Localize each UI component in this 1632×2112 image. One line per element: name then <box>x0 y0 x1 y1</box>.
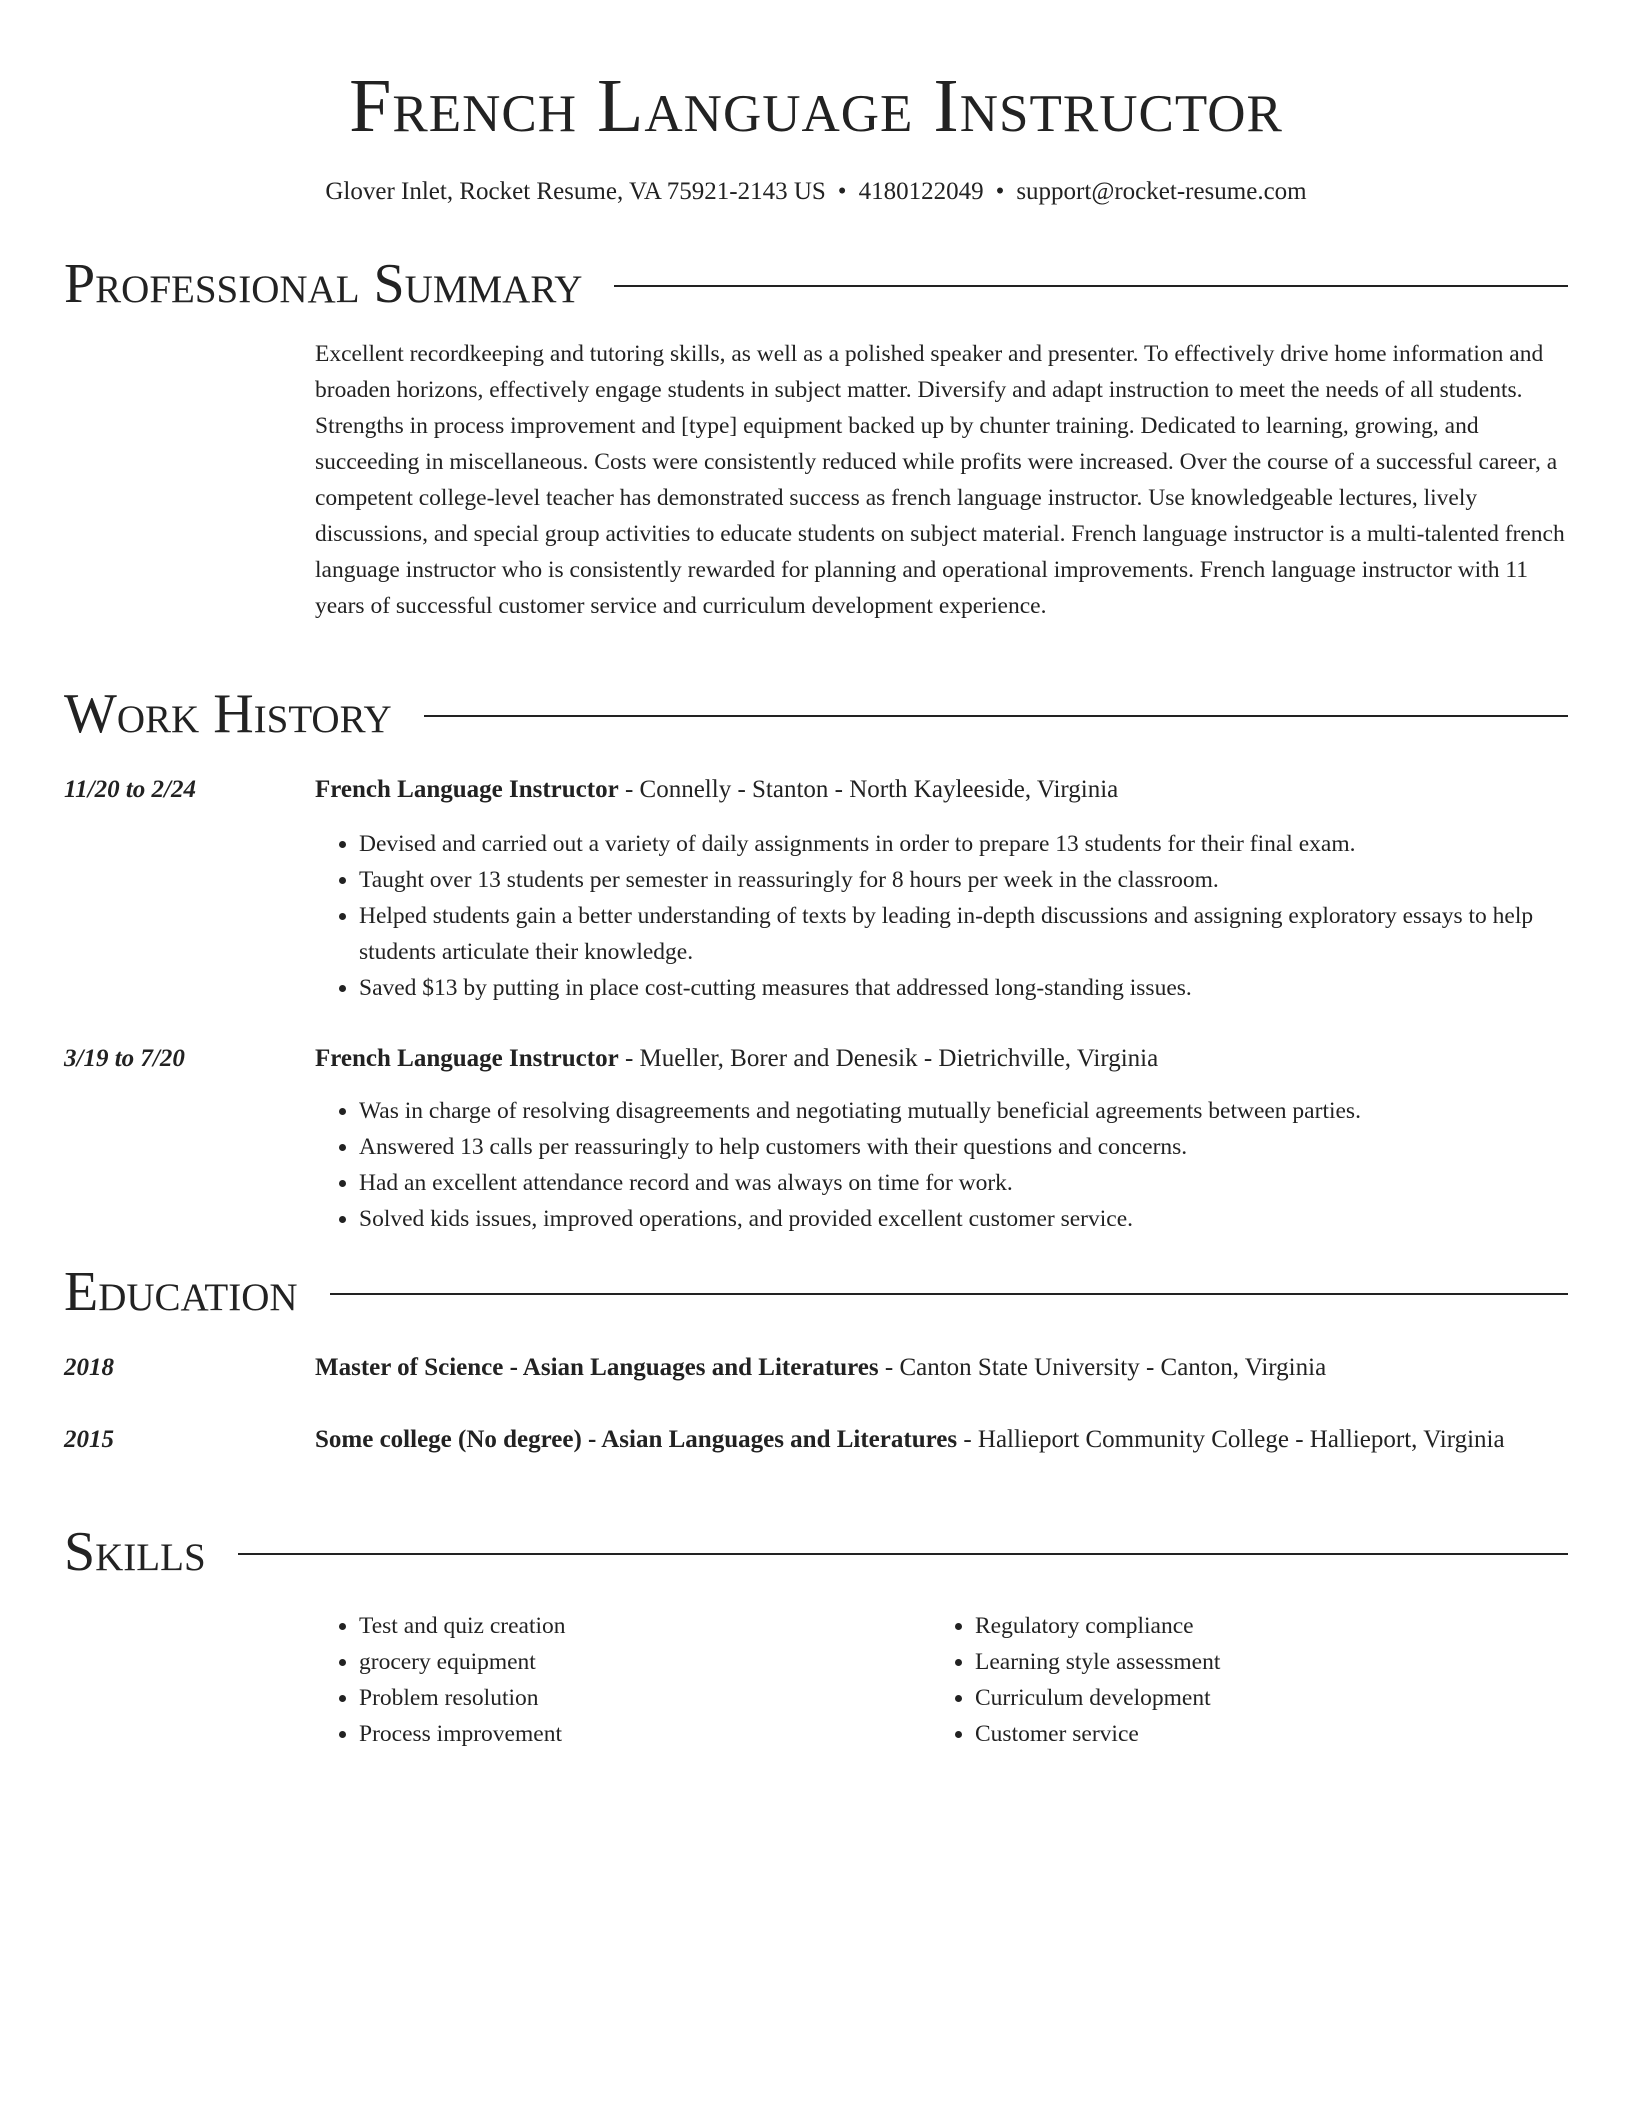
job-title: French Language Instructor <box>315 776 619 803</box>
job-dates: 11/20 to 2/24 <box>64 776 196 803</box>
skill-item: • Process improvement <box>359 1716 939 1752</box>
list-item: • Taught over 13 students per semester in reassuringly for 8 hours per week in the classroom. <box>359 862 1568 898</box>
section-divider <box>238 1553 1568 1555</box>
skill-item: • Learning style assessment <box>975 1644 1595 1680</box>
job-details: - Connelly - Stanton - North Kayleeside, Virginia <box>618 776 1119 803</box>
job-heading <box>315 1041 1568 1077</box>
contact-phone: 4180122049 <box>858 178 984 205</box>
job-title: French Language Instructor <box>315 1045 619 1072</box>
education-degree: Some college (No degree) - Asian Languages and Literatures <box>315 1426 958 1453</box>
skills-list-left <box>315 1608 939 1752</box>
section-divider <box>330 1293 1568 1295</box>
section-education-header <box>64 1260 1568 1324</box>
job-bullets <box>315 1093 1568 1237</box>
contact-line <box>0 176 1632 208</box>
list-item: • Devised and carried out a variety of daily assignments in order to prepare 13 students for their final exam. <box>359 826 1568 862</box>
list-item: • Solved kids issues, improved operations, and provided excellent customer service. <box>359 1201 1568 1237</box>
job-heading <box>315 772 1568 808</box>
section-divider <box>614 285 1568 287</box>
list-item: • Saved $13 by putting in place cost-cutting measures that addressed long-standing issues. <box>359 970 1568 1006</box>
section-summary-header <box>64 252 1568 316</box>
education-heading <box>315 1422 1568 1458</box>
section-title: Professional Summary <box>64 253 583 315</box>
skill-item: • Regulatory compliance <box>975 1608 1595 1644</box>
section-title: Education <box>64 1261 298 1323</box>
summary-text: Excellent recordkeeping and tutoring skills, as well as a polished speaker and presenter. To effectively drive home information and broaden horizons, effectively engage students in subject matter. Diversify and adapt instruction to meet the needs of all students. Strengths in process improvement and [type] equipment backed up by chunter training. Dedicated to learning, growing, and succeeding in miscellaneous. Costs were consistently reduced while profits were increased. Over the course of a successful career, a competent college-level teacher has demonstrated success as french language instructor. Use knowledgeable lectures, lively discussions, and special group activities to educate students on subject material. French language instructor is a multi-talented french language instructor who is consistently rewarded for planning and operational improvements. French language instructor with 11 years of successful customer service and curriculum development experience. <box>315 341 1565 619</box>
section-title: Work History <box>64 683 392 745</box>
list-item: • Had an excellent attendance record and was always on time for work. <box>359 1165 1568 1201</box>
resume-name: French Language Instructor <box>349 64 1283 148</box>
education-heading <box>315 1350 1568 1386</box>
education-year: 2018 <box>64 1354 114 1381</box>
section-work-header <box>64 682 1568 746</box>
skills-list-right <box>931 1608 1595 1752</box>
education-details: - Hallieport Community College - Hallieport, Virginia <box>957 1426 1505 1453</box>
job-details: - Mueller, Borer and Denesik - Dietrichville, Virginia <box>618 1045 1159 1072</box>
section-skills-header <box>64 1520 1568 1584</box>
skill-item: • Test and quiz creation <box>359 1608 939 1644</box>
contact-separator: • <box>837 178 847 205</box>
skill-item: • Curriculum development <box>975 1680 1595 1716</box>
job-bullets <box>315 826 1568 1006</box>
list-item: • Helped students gain a better understanding of texts by leading in-depth discussions and assigning exploratory essays to help students articulate their knowledge. <box>359 898 1568 970</box>
skill-item: • grocery equipment <box>359 1644 939 1680</box>
section-title: Skills <box>64 1521 206 1583</box>
contact-address: Glover Inlet, Rocket Resume, VA 75921-2143 US <box>325 178 826 205</box>
job-dates: 3/19 to 7/20 <box>64 1045 185 1072</box>
education-year: 2015 <box>64 1426 114 1453</box>
section-divider <box>424 715 1568 717</box>
education-details: - Canton State University - Canton, Virginia <box>878 1354 1327 1381</box>
list-item: • Answered 13 calls per reassuringly to help customers with their questions and concerns. <box>359 1129 1568 1165</box>
list-item: • Was in charge of resolving disagreements and negotiating mutually beneficial agreements between parties. <box>359 1093 1568 1129</box>
skill-item: • Problem resolution <box>359 1680 939 1716</box>
education-degree: Master of Science - Asian Languages and Literatures <box>315 1354 879 1381</box>
skill-item: • Customer service <box>975 1716 1595 1752</box>
contact-email: support@rocket-resume.com <box>1016 178 1307 205</box>
contact-separator: • <box>995 178 1005 205</box>
